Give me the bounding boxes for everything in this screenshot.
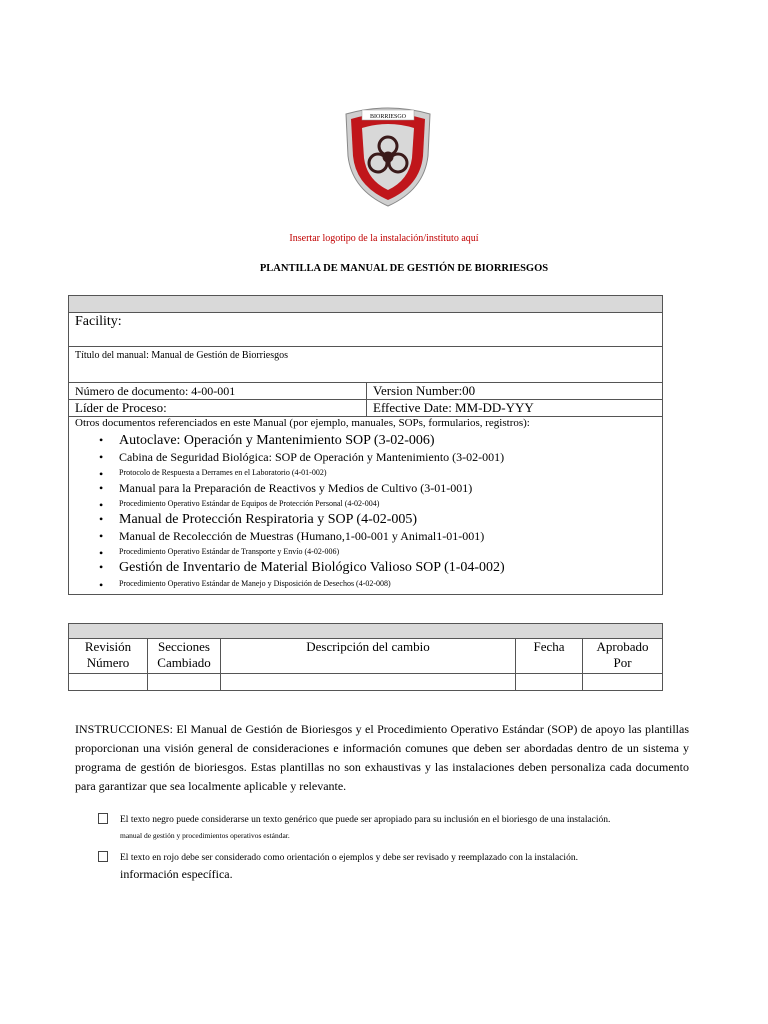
- list-item: • Gestión de Inventario de Material Biológico Valioso SOP (1-04-002): [119, 559, 656, 576]
- checkbox-icon: [98, 851, 108, 862]
- col-sections-changed: Secciones Cambiado: [148, 639, 221, 674]
- instructions-text: INSTRUCCIONES: El Manual de Gestión de Bioriesgos y el Procedimiento Operativo Estándar (SOP) de apoyo las plantillas proporcionan una visión general de consideraciones e información comunes que deben ser abordadas dentro de un sistema y programa de gestión de bioriesgos. Estas plantillas no son exhaustivas y las instalaciones deben personaliza cada documento para garantizar que sea localmente aplicable y relevante.: [75, 722, 689, 793]
- biohazard-shield-logo: [340, 104, 436, 208]
- note-line: El texto en rojo debe ser considerado como orientación o ejemplos y debe ser revisado y reemplazado con la instalación.: [120, 853, 578, 863]
- logo-placeholder-caption: Insertar logotipo de la instalación/instituto aquí: [289, 233, 479, 244]
- list-item: • Manual de Protección Respiratoria y SOP (4-02-005): [119, 511, 656, 528]
- note-black-text: [98, 812, 698, 844]
- note-line: El texto negro puede considerarse un texto genérico que puede ser apropiado para su inclusión en el bioriesgo de una instalación.: [120, 815, 611, 825]
- list-item: • Procedimiento Operativo Estándar de Equipos de Protección Personal (4-02-004): [119, 496, 656, 511]
- document-number-field: Número de documento: 4-00-001: [69, 383, 367, 400]
- referenced-documents-list: [75, 432, 656, 591]
- list-item: • Manual de Recolección de Muestras (Humano,1-00-001 y Animal1-01-001): [119, 528, 656, 544]
- note-line: información específica.: [120, 867, 233, 881]
- list-item: • Autoclave: Operación y Mantenimiento SOP (3-02-006): [119, 432, 656, 449]
- col-approved-by: Aprobado Por: [583, 639, 663, 674]
- process-leader-field: Líder de Proceso:: [69, 400, 367, 417]
- note-red-text: [98, 850, 698, 882]
- referenced-documents-cell: [69, 417, 663, 595]
- col-change-description: Descripción del cambio: [221, 639, 516, 674]
- list-item: • Procedimiento Operativo Estándar de Transporte y Envío (4-02-006): [119, 544, 656, 559]
- table-row: [69, 674, 663, 691]
- referenced-documents-label: Otros documentos referenciados en este Manual (por ejemplo, manuales, SOPs, formularios, registros):: [75, 417, 530, 429]
- facility-field: Facility:: [69, 313, 663, 347]
- list-item: • Manual para la Preparación de Reactivos y Medios de Cultivo (3-01-001): [119, 480, 656, 496]
- instructions-block: [75, 720, 689, 796]
- document-title: PLANTILLA DE MANUAL DE GESTIÓN DE BIORRIESGOS: [259, 263, 549, 274]
- effective-date-field: Effective Date: MM-DD-YYY: [367, 400, 663, 417]
- list-item: • Procedimiento Operativo Estándar de Manejo y Disposición de Desechos (4-02-008): [119, 576, 656, 591]
- checkbox-icon: [98, 813, 108, 824]
- list-item: • Protocolo de Respuesta a Derrames en el Laboratorio (4-01-002): [119, 465, 656, 480]
- logo-text: BIORRIESGO: [369, 114, 407, 120]
- note-line: manual de gestión y procedimientos operativos estándar.: [120, 831, 290, 840]
- col-date: Fecha: [516, 639, 583, 674]
- document-info-table: [68, 295, 663, 595]
- revision-history-table: [68, 623, 663, 691]
- version-number-field: Version Number:00: [367, 383, 663, 400]
- manual-title-field: Título del manual: Manual de Gestión de Biorriesgos: [69, 347, 663, 383]
- list-item: • Cabina de Seguridad Biológica: SOP de Operación y Mantenimiento (3-02-001): [119, 449, 656, 465]
- col-revision-number: Revisión Número: [69, 639, 148, 674]
